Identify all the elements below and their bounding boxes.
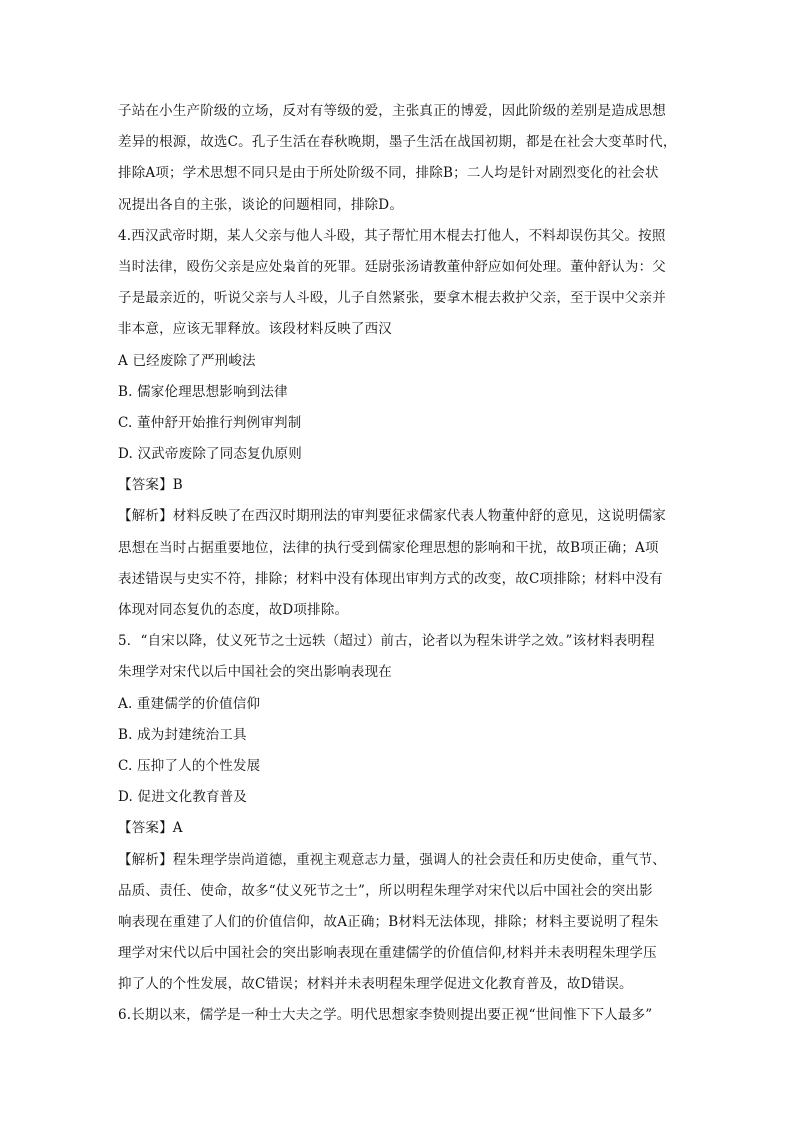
question-4-option-c: C. 董仲舒开始推行判例审判制 (118, 414, 302, 431)
question-4-option-d: D. 汉武帝废除了同态复仇原则 (118, 446, 302, 463)
question-5-option-d: D. 促进文化教育普及 (118, 789, 248, 806)
question-5-answer: 【答案】A (118, 820, 183, 837)
question-5-stem: 5．“自宋以降，仗义死节之士远轶（超过）前古，论者以为程朱讲学之效。”该材料表明程 (118, 633, 655, 650)
question-4-stem: 4.西汉武帝时期，某人父亲与他人斗殴，其子帮忙用木棍去打他人，不料却误伤其父。按照 (118, 227, 666, 244)
text-line: 差异的根源，故选C。孔子生活在春秋晚期，墨子生活在战国初期，都是在社会大变革时代， (118, 134, 677, 151)
text-line: 子站在小生产阶级的立场，反对有等级的爱，主张真正的博爱，因此阶级的差别是造成思想 (118, 103, 666, 119)
question-5-option-b: B. 成为封建统治工具 (118, 726, 247, 743)
question-5-option-a: A. 重建儒学的价值信仰 (118, 695, 261, 712)
question-4-analysis: 体现对同态复仇的态度，故D项排除。 (118, 602, 349, 618)
question-4-analysis: 思想在当时占据重要地位，法律的执行受到儒家伦理思想的影响和干扰，故B项正确；A项 (118, 539, 659, 556)
question-5-analysis: 响表现在重建了人们的价值信仰，故A正确；B材料无法体现，排除；材料主要说明了程朱 (118, 913, 659, 930)
question-5-analysis: 品质、责任、使命，故多“仗义死节之士”，所以明程朱理学对宋代以后中国社会的突出影 (118, 882, 653, 899)
question-5-analysis: 【解析】程朱理学崇尚道德，重视主观意志力量，强调人的社会责任和历史使命，重气节、 (118, 851, 666, 868)
question-4-stem: 子是最亲近的，听说父亲与人斗殴，儿子自然紧张，要拿木棍去救护父亲，至于误中父亲并 (118, 290, 666, 307)
question-4-option-b: B. 儒家伦理思想影响到法律 (118, 383, 288, 400)
question-5-analysis: 理学对宋代以后中国社会的突出影响表现在重建儒学的价值信仰,材料并未表明程朱理学压 (118, 945, 657, 962)
question-5-analysis: 抑了人的个性发展，故C错误；材料并未表明程朱理学促进文化教育普及，故D错误。 (118, 976, 633, 993)
question-4-analysis: 【解析】材料反映了在西汉时期刑法的审判要征求儒家代表人物董仲舒的意见，这说明儒家 (118, 508, 666, 525)
question-6-stem: 6.长期以来，儒学是一种士大夫之学。明代思想家李贽则提出要正视“世间惟下下人最多” (118, 1007, 653, 1024)
question-5-option-c: C. 压抑了人的个性发展 (118, 757, 261, 774)
question-4-stem: 非本意，应该无罪释放。该段材料反映了西汉 (118, 321, 392, 338)
question-4-answer: 【答案】B (118, 477, 183, 494)
text-line: 排除A项；学术思想不同只是由于所处阶级不同，排除B；二人均是针对剧烈变化的社会状 (118, 165, 659, 182)
question-5-stem: 朱理学对宋代以后中国社会的突出影响表现在 (118, 664, 392, 681)
question-4-analysis: 表述错误与史实不符，排除；材料中没有体现出审判方式的改变，故C项排除；材料中没有 (118, 570, 663, 587)
text-line: 况提出各自的主张，谈论的问题相同，排除D。 (118, 196, 404, 213)
question-4-stem: 当时法律，殴伤父亲是应处枭首的死罪。廷尉张汤请教董仲舒应如何处理。董仲舒认为：父 (118, 258, 666, 275)
document-body (118, 96, 678, 1032)
question-4-option-a: A 已经废除了严刑峻法 (118, 352, 256, 369)
